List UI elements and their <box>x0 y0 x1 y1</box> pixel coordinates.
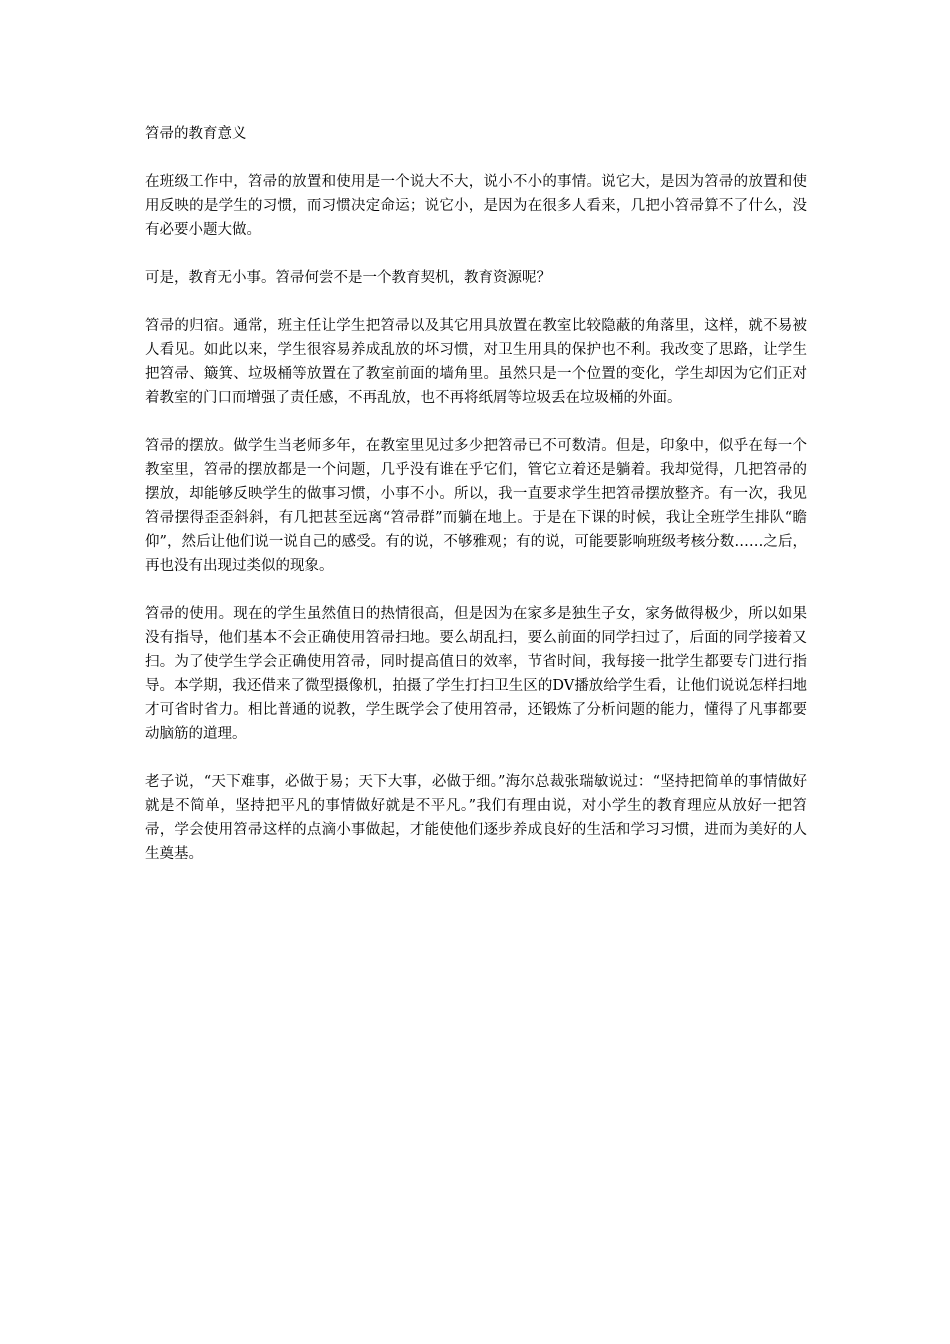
paragraph-thesis: 可是，教育无小事。笤帚何尝不是一个教育契机，教育资源呢？ <box>145 270 551 286</box>
paragraph-usage: 笤帚的使用。现在的学生虽然值日的热情很高，但是因为在家多是独生子女，家务做得极少，所以如果没有指导，他们基本不会正确使用笤帚扫地。要么胡乱扫，要么前面的同学扫过了，后面的同学接着又扫。为了使学生学会正确使用笤帚，同时提高值日的效率，节省时间，我每接一批学生都要专门进行指导。本学期，我还借来了微型摄像机，拍摄了学生打扫卫生区的DV播放给学生看，让他们说说怎样扫地才可省时省力。相比普通的说教，学生既学会了使用笤帚，还锻炼了分析问题的能力，懂得了凡事都要动脑筋的道理。 <box>145 606 807 742</box>
document-page <box>145 122 807 890</box>
paragraph-placement: 笤帚的归宿。通常，班主任让学生把笤帚以及其它用具放置在教室比较隐蔽的角落里，这样，就不易被人看见。如此以来，学生很容易养成乱放的坏习惯，对卫生用具的保护也不利。我改变了思路，让学生把笤帚、簸箕、垃圾桶等放置在了教室前面的墙角里。虽然只是一个位置的变化，学生却因为它们正对着教室的门口而增强了责任感，不再乱放，也不再将纸屑等垃圾丢在垃圾桶的外面。 <box>145 318 807 406</box>
document-title: 笤帚的教育意义 <box>145 126 247 142</box>
paragraph-arrangement: 笤帚的摆放。做学生当老师多年，在教室里见过多少把笤帚已不可数清。但是，印象中，似乎在每一个教室里，笤帚的摆放都是一个问题，几乎没有谁在乎它们，管它立着还是躺着。我却觉得，几把笤帚的摆放，却能够反映学生的做事习惯，小事不小。所以，我一直要求学生把笤帚摆放整齐。有一次，我见笤帚摆得歪歪斜斜，有几把甚至远离“笤帚群”而躺在地上。于是在下课的时候，我让全班学生排队“瞻仰”，然后让他们说一说自己的感受。有的说，不够雅观；有的说，可能要影响班级考核分数……之后，再也没有出现过类似的现象。 <box>145 438 807 574</box>
paragraph-intro: 在班级工作中，笤帚的放置和使用是一个说大不大，说小不小的事情。说它大，是因为笤帚的放置和使用反映的是学生的习惯，而习惯决定命运；说它小，是因为在很多人看来，几把小笤帚算不了什么，没有必要小题大做。 <box>145 174 807 238</box>
paragraph-conclusion: 老子说，“天下难事，必做于易；天下大事，必做于细。”海尔总裁张瑞敏说过：“坚持把简单的事情做好就是不简单，坚持把平凡的事情做好就是不平凡。”我们有理由说，对小学生的教育理应从放好一把笤帚，学会使用笤帚这样的点滴小事做起，才能使他们逐步养成良好的生活和学习习惯，进而为美好的人生奠基。 <box>145 774 807 862</box>
